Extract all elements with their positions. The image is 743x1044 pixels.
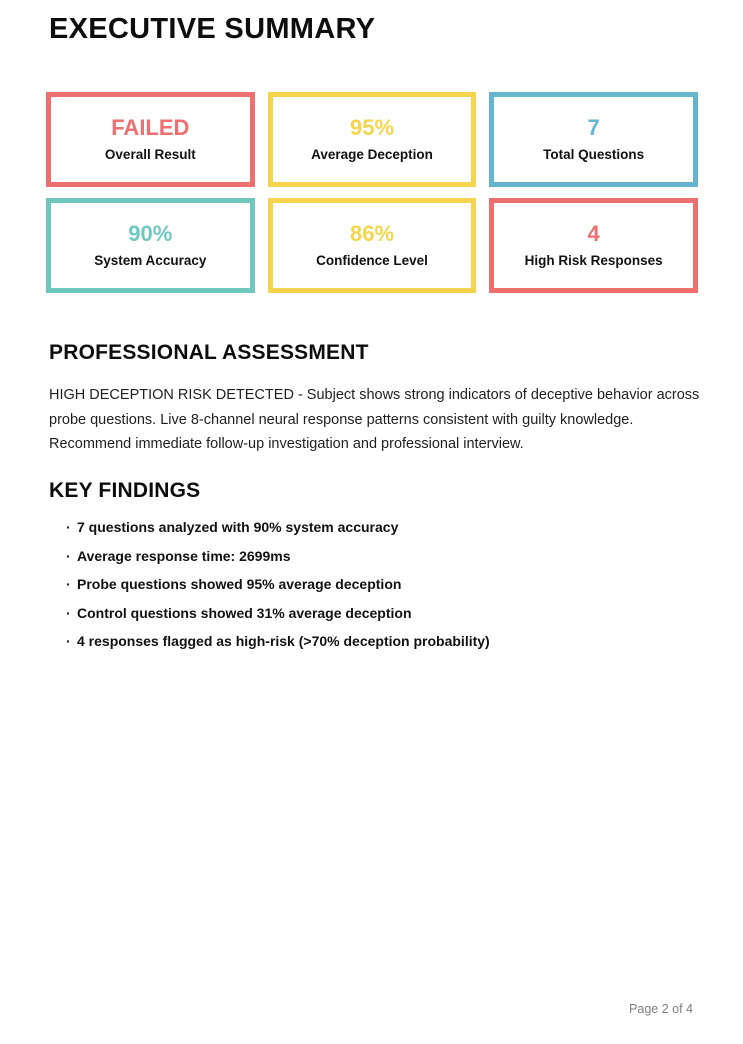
findings-section-heading: KEY FINDINGS	[49, 479, 201, 502]
stat-card-value: 95%	[349, 115, 395, 141]
stat-card	[268, 198, 477, 293]
stat-card-value: 4	[587, 221, 600, 247]
finding-item: · 7 questions analyzed with 90% system accuracy	[66, 519, 696, 535]
stat-card-label: Confidence Level	[316, 253, 428, 269]
stat-card	[46, 198, 255, 293]
stat-card-value: 86%	[349, 221, 395, 247]
finding-item: · Control questions showed 31% average deception	[66, 605, 696, 621]
finding-item: · 4 responses flagged as high-risk (>70% deception probability)	[66, 633, 696, 649]
page-title: EXECUTIVE SUMMARY	[49, 13, 376, 45]
page-number: Page 2 of 4	[629, 1002, 693, 1016]
assessment-body-text: HIGH DECEPTION RISK DETECTED - Subject shows strong indicators of deceptive behavior across probe questions. Live 8-channel neural response patterns consistent with guilty knowledge. Recommend immediate follow-up investigation and professional interview.	[49, 387, 700, 452]
assessment-section-heading: PROFESSIONAL ASSESSMENT	[49, 341, 369, 364]
stat-card-value: FAILED	[111, 115, 190, 141]
finding-item: · Average response time: 2699ms	[66, 548, 696, 564]
findings-list	[66, 519, 696, 662]
stat-card	[489, 198, 698, 293]
stat-card-value: 90%	[128, 221, 173, 247]
stat-card-label: High Risk Responses	[524, 253, 663, 269]
stat-card-grid	[46, 92, 698, 293]
stat-card-label: Total Questions	[543, 147, 645, 163]
stat-card-label: System Accuracy	[94, 253, 207, 269]
finding-item: · Probe questions showed 95% average deception	[66, 576, 696, 592]
stat-card	[268, 92, 477, 187]
stat-card-label: Average Deception	[311, 147, 433, 163]
stat-card-value: 7	[587, 115, 600, 141]
stat-card	[46, 92, 255, 187]
stat-card	[489, 92, 698, 187]
stat-card-label: Overall Result	[104, 147, 196, 163]
